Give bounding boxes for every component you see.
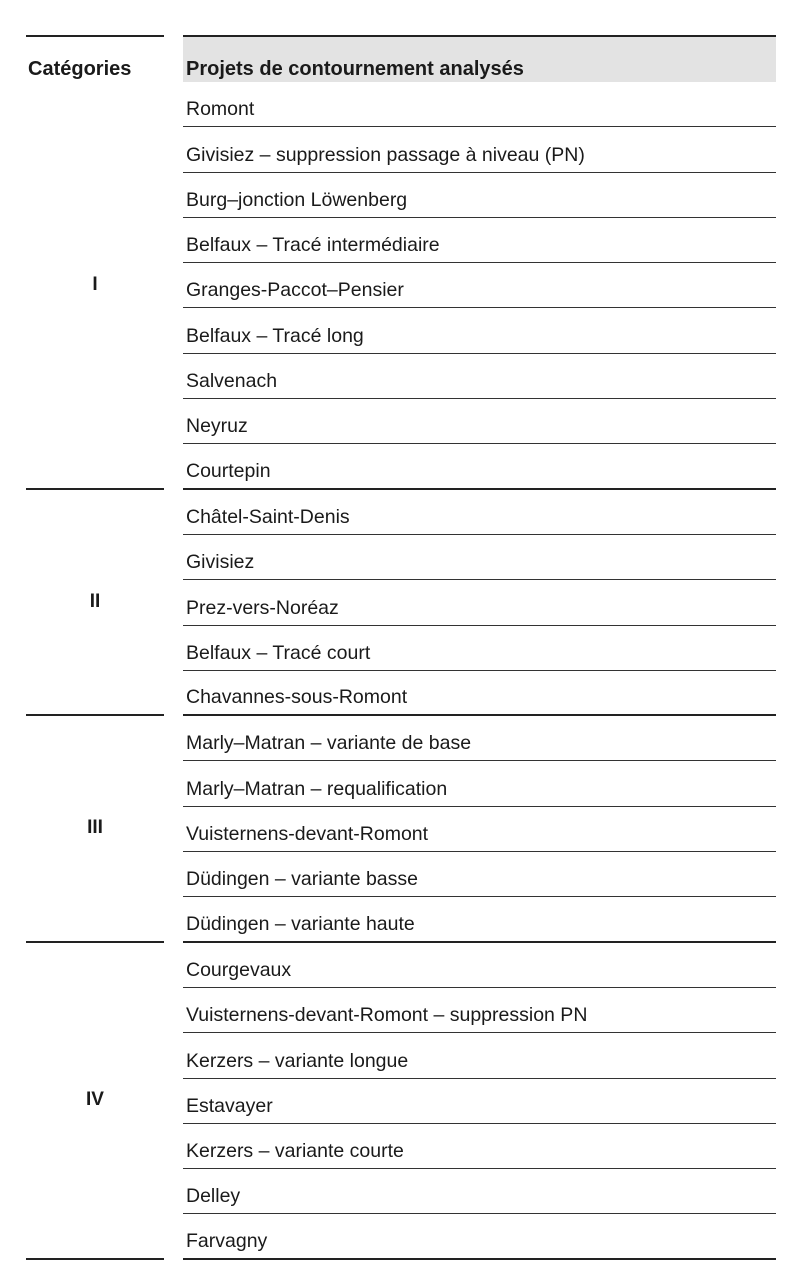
- table-row: [183, 354, 776, 399]
- project-name: Düdingen – variante haute: [186, 912, 415, 935]
- category-cell: [26, 82, 164, 490]
- table-row: [183, 943, 776, 988]
- project-name: Belfaux – Tracé intermédiaire: [186, 234, 440, 257]
- project-name: Farvagny: [186, 1229, 268, 1252]
- project-name: Marly–Matran – requalification: [186, 777, 448, 800]
- category-cell: [26, 716, 164, 942]
- table-row: [183, 490, 776, 535]
- project-name: Salvenach: [186, 370, 278, 393]
- header-category-cell: [26, 35, 164, 82]
- table-row: [183, 444, 776, 489]
- project-name: Courgevaux: [186, 958, 292, 981]
- project-name: Belfaux – Tracé court: [186, 641, 371, 664]
- category-label: IV: [86, 1089, 104, 1111]
- table-row: [183, 1033, 776, 1078]
- table-row: [183, 218, 776, 263]
- category-label: II: [89, 590, 101, 612]
- table-row: [183, 173, 776, 218]
- project-name: Düdingen – variante basse: [186, 868, 418, 891]
- table-row: [183, 897, 776, 942]
- project-list: [183, 716, 776, 942]
- project-name: Vuisternens-devant-Romont: [186, 823, 429, 846]
- category-label: I: [92, 273, 98, 295]
- header-category-label: Catégories: [28, 58, 132, 80]
- project-list: [183, 82, 776, 490]
- projects-table: [26, 35, 776, 1260]
- project-list: [183, 490, 776, 716]
- project-name: Kerzers – variante courte: [186, 1140, 404, 1163]
- project-name: Burg–jonction Löwenberg: [186, 188, 408, 211]
- table-header: [26, 35, 776, 82]
- table-row: [183, 852, 776, 897]
- table-row: [183, 988, 776, 1033]
- table-row: [183, 1169, 776, 1214]
- project-name: Estavayer: [186, 1094, 273, 1117]
- category-cell: [26, 943, 164, 1260]
- table-row: [183, 127, 776, 172]
- table-row: [183, 1079, 776, 1124]
- table-row: [183, 399, 776, 444]
- table-row: [183, 671, 776, 716]
- table-row: [183, 761, 776, 806]
- table-row: [183, 807, 776, 852]
- table-row: [183, 82, 776, 127]
- table-row: [183, 263, 776, 308]
- table-row: [183, 1214, 776, 1259]
- project-name: Granges-Paccot–Pensier: [186, 279, 404, 302]
- project-list: [183, 943, 776, 1260]
- project-name: Romont: [186, 98, 255, 121]
- project-name: Givisiez – suppression passage à niveau (PN): [186, 143, 585, 166]
- category-group: [26, 490, 776, 716]
- project-name: Chavannes-sous-Romont: [186, 686, 408, 709]
- table-body: [26, 82, 776, 1260]
- project-name: Belfaux – Tracé long: [186, 324, 364, 347]
- table-row: [183, 626, 776, 671]
- header-projects-label: Projets de contournement analysés: [186, 58, 524, 80]
- project-name: Kerzers – variante longue: [186, 1049, 409, 1072]
- project-name: Givisiez: [186, 551, 255, 574]
- project-name: Marly–Matran – variante de base: [186, 732, 472, 755]
- category-cell: [26, 490, 164, 716]
- category-group: [26, 716, 776, 942]
- header-projects-cell: [183, 35, 776, 82]
- table-row: [183, 308, 776, 353]
- category-group: [26, 82, 776, 490]
- table-row: [183, 1124, 776, 1169]
- project-name: Neyruz: [186, 415, 248, 438]
- project-name: Châtel-Saint-Denis: [186, 505, 350, 528]
- category-label: III: [87, 817, 103, 839]
- project-name: Vuisternens-devant-Romont – suppression PN: [186, 1004, 588, 1027]
- project-name: Delley: [186, 1185, 241, 1208]
- table-row: [183, 580, 776, 625]
- table-row: [183, 535, 776, 580]
- table-row: [183, 716, 776, 761]
- project-name: Courtepin: [186, 459, 271, 482]
- category-group: [26, 943, 776, 1260]
- project-name: Prez-vers-Noréaz: [186, 596, 339, 619]
